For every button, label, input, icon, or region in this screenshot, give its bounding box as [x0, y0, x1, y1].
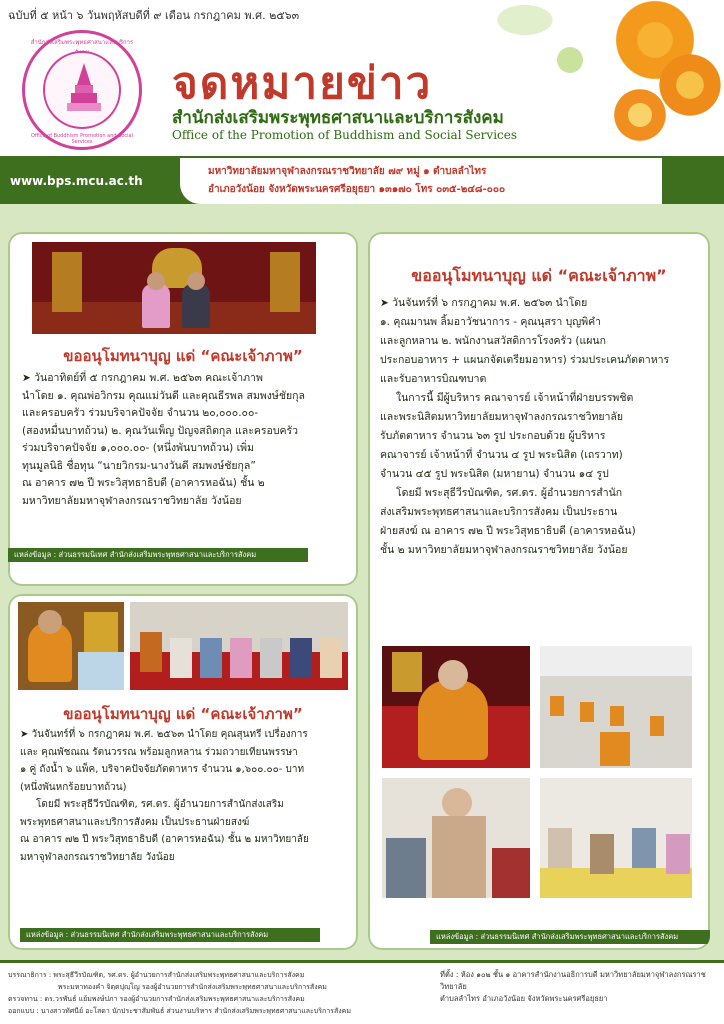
- story-3-line: และรับอาหารบิณฑบาต: [380, 373, 487, 385]
- org-name-thai: สำนักส่งเสริมพระพุทธศาสนาและบริการสังคม: [172, 108, 504, 128]
- address-box: [180, 158, 662, 204]
- header: [0, 0, 724, 160]
- footer: [0, 960, 724, 1024]
- footer-credit-line: บรรณาธิการ : พระสุธีวีรบัณฑิต, รศ.ดร. ผู้อำนวยการสำนักส่งเสริมพระพุทธศาสนาและบริการสังคม: [8, 971, 305, 979]
- story-2-line: ➤ วันจันทร์ที่ ๖ กรกฎาคม พ.ศ. ๒๕๖๓ นำโดย คุณสุนทรี เปรื่องการ: [20, 729, 308, 740]
- story-1-line: นำโดย ๑. คุณพ่อวิกรม คุณแม่วันดี และคุณธีรพล สมพงษ์ชัยกุล: [22, 389, 305, 402]
- footer-credit-line: ตรวจทาน : ดร.วรพันธ์ แย้มพงษ์ปภา รองผู้อำนวยการสำนักส่งเสริมพระพุทธศาสนาและบริการสังคม: [8, 995, 305, 1003]
- story-3-line: ฝ่ายสงฆ์ ณ อาคาร ๗๒ ปี พระวิสุทธาธิบดี (อาคารหอฉัน): [380, 525, 636, 537]
- story-3-source: แหล่งข้อมูล : ส่วนธรรมนิเทศ สำนักส่งเสริมพระพุทธศาสนาและบริการสังคม: [430, 930, 710, 944]
- story-3-line: และพระนิสิตมหาวิทยาลัยมหาจุฬาลงกรณราชวิทยาลัย: [380, 411, 624, 423]
- story-1-line: มหาวิทยาลัยมหาจุฬาลงกรณราชวิทยาลัย วังน้อย: [22, 494, 242, 507]
- seal-logo: [22, 30, 142, 150]
- issue-line: ฉบับที่ ๕ หน้า ๖ วันพฤหัสบดีที่ ๙ เดือน กรกฎาคม พ.ศ. ๒๕๖๓: [8, 9, 300, 22]
- story-1-photo: [30, 240, 318, 336]
- story-2-photo-left: [16, 600, 126, 692]
- story-3-line: โดยมี พระสุธีวีรบัณฑิต, รศ.ดร. ผู้อำนวยการสำนัก: [396, 487, 623, 499]
- story-card-3: [368, 232, 710, 950]
- story-3-photo-3: [380, 776, 532, 900]
- story-1-line: ร่วมบริจาคปัจจัย ๑,๐๐๐.๐๐- (หนึ่งพันบาทถ้วน) เพิ่ม: [22, 442, 255, 454]
- story-2-title: ขออนุโมทนาบุญ แด่ “คณะเจ้าภาพ”: [63, 705, 303, 723]
- footer-credit-line: ออกแบบ : นางสาวทัศนีย์ อะโสดา นักประชาสัมพันธ์ ส่วนงานบริหาร สำนักส่งเสริมพระพุทธศาสนาและบริการสังคม: [8, 1007, 351, 1015]
- seal-text-top: สำนักส่งเสริมพระพุทธศาสนาและบริการ: [30, 39, 134, 46]
- footer-location-line: ที่ตั้ง : ห้อง ๑๐๒ ชั้น ๑ อาคารสำนักงานอธิการบดี มหาวิทยาลัยมหาจุฬาลงกรณราชวิทยาลัย: [440, 970, 706, 991]
- story-3-line: ๑. คุณมานพ ลิ้มอาวัชนาการ - คุณนุสรา บุญพิคำ: [380, 316, 602, 328]
- story-1-line: ทุนมูลนิธิ ชื่อทุน “นายวิกรม-นางวันดี สมพงษ์ชัยกุล”: [22, 459, 256, 472]
- story-3-body: [380, 294, 706, 560]
- story-3-photo-4: [538, 776, 694, 900]
- story-2-line: พระพุทธศาสนาและบริการสังคม เป็นประธานฝ่ายสงฆ์: [20, 816, 250, 828]
- story-3-line: ➤ วันจันทร์ที่ ๖ กรกฎาคม พ.ศ. ๒๕๖๓ นำโดย: [380, 297, 588, 309]
- chedi-icon: [67, 63, 101, 115]
- story-1-source: แหล่งข้อมูล : ส่วนธรรมนิเทศ สำนักส่งเสริมพระพุทธศาสนาและบริการสังคม: [8, 548, 308, 562]
- story-2-line: มหาจุฬาลงกรณราชวิทยาลัย วังน้อย: [20, 851, 175, 863]
- story-1-line: ณ อาคาร ๗๒ ปี พระวิสุทธาธิบดี (อาคารหอฉัน) ชั้น ๒: [22, 477, 265, 489]
- website-url: www.bps.mcu.ac.th: [10, 174, 143, 188]
- footer-location-line: ตำบลลำไทร อำเภอวังน้อย จังหวัดพระนครศรีอยุธยา: [440, 994, 608, 1003]
- story-1-line: และครอบครัว ร่วมบริจาคปัจจัย จำนวน ๒๐,๐๐๐.๐๐-: [22, 407, 259, 419]
- story-3-title: ขออนุโมทนาบุญ แด่ “คณะเจ้าภาพ”: [411, 266, 667, 285]
- footer-location: [440, 969, 718, 1005]
- story-2-photo-right: [128, 600, 350, 692]
- story-1-title: ขออนุโมทนาบุญ แด่ “คณะเจ้าภาพ”: [63, 347, 303, 365]
- story-2-line: โดยมี พระสุธีวีรบัณฑิต, รศ.ดร. ผู้อำนวยการสำนักส่งเสริม: [36, 799, 284, 810]
- seal-text-bottom: Office of Buddhism Promotion and Social Services: [30, 133, 133, 145]
- address-line-2: อำเภอวังน้อย จังหวัดพระนครศรีอยุธยา ๑๓๑๗๐ โทร ๐๓๕-๒๔๘-๐๐๐: [208, 184, 506, 195]
- story-3-line: จำนวน ๔๕ รูป พระนิสิต (มหายาน) จำนวน ๑๔ รูป: [380, 468, 609, 480]
- story-card-1: [8, 232, 358, 586]
- org-name-english: Office of the Promotion of Buddhism and Social Services: [172, 128, 518, 142]
- story-3-photo-1: [380, 644, 532, 770]
- story-1-body: [22, 370, 352, 510]
- story-2-line: ณ อาคาร ๗๒ ปี พระวิสุทธาธิบดี (อาคารหอฉัน) ชั้น ๒ มหาวิทยาลัย: [20, 834, 309, 845]
- story-3-line: ชั้น ๒ มหาวิทยาลัยมหาจุฬาลงกรณราชวิทยาลัย วังน้อย: [380, 544, 628, 556]
- story-3-line: ประกอบอาหาร + แผนกจัดเตรียมอาหาร) ร่วมประเคนภัตตาหาร: [380, 354, 670, 366]
- story-3-line: คณาจารย์ เจ้าหน้าที่ จำนวน ๔ รูป พระนิสิต (เถรวาท): [380, 449, 623, 461]
- masthead-title: จดหมายข่าว: [172, 58, 433, 109]
- seal-inner-ring: [43, 51, 121, 129]
- story-3-photo-2: [538, 644, 694, 770]
- story-3-line: ส่งเสริมพระพุทธศาสนาและบริการสังคม เป็นประธาน: [380, 506, 618, 518]
- story-2-body: [20, 726, 354, 866]
- story-1-line: ➤ วันอาทิตย์ที่ ๕ กรกฎาคม พ.ศ. ๒๕๖๓ คณะเจ้าภาพ: [22, 372, 263, 384]
- story-2-source: แหล่งข้อมูล : ส่วนธรรมนิเทศ สำนักส่งเสริมพระพุทธศาสนาและบริการสังคม: [20, 928, 320, 942]
- story-card-2: [8, 594, 358, 950]
- story-2-line: และ คุณพัชณณ รัตนวรรณ พร้อมลูกหลาน ร่วมถวายเทียนพรรษา: [20, 746, 298, 758]
- address-line-1: มหาวิทยาลัยมหาจุฬาลงกรณราชวิทยาลัย ๗๙ หมู่ ๑ ตำบลลำไทร: [208, 166, 487, 177]
- story-3-line: ในการนี้ มีผู้บริหาร คณาจารย์ เจ้าหน้าที่ฝ่ายบรรพชิต: [396, 392, 634, 404]
- story-2-line: ๑ คู่ ถังน้ำ ๖ แพ็ค, บริจาคปัจจัยภัตตาหาร จำนวน ๑,๖๐๐.๐๐- บาท: [20, 764, 305, 775]
- footer-credit-line: พระมหาทองคำ จิตฺตปุญฺโญ รองผู้อำนวยการสำนักส่งเสริมพระพุทธศาสนาและบริการสังคม: [58, 983, 327, 991]
- story-3-line: และลูกหลาน ๒. พนักงานสวัสดิการโรงครัว (แผนก: [380, 335, 606, 347]
- story-1-line: (สองหมื่นบาทถ้วน) ๒. คุณวันเพ็ญ ปัญจสถิตกุล และครอบครัว: [22, 424, 299, 437]
- footer-credits: [8, 969, 408, 1017]
- story-2-line: (หนึ่งพันหกร้อยบาทถ้วน): [20, 781, 127, 793]
- story-3-line: รับภัตตาหาร จำนวน ๖๓ รูป ประกอบด้วย ผู้บริหาร: [380, 430, 606, 442]
